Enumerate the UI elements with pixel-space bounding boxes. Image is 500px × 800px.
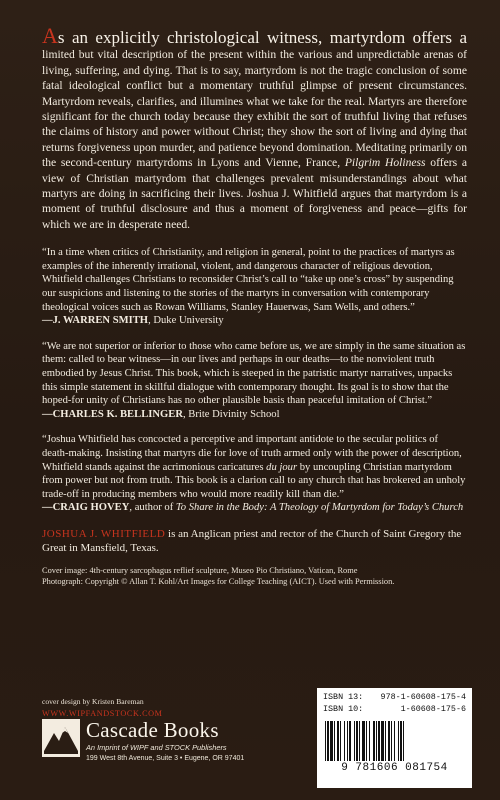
isbn10-line [323,704,466,716]
endorsement-quote: “We are not superior or inferior to those who came before us, we are simply in the same situation as them: called to bear witness—in our lives and perhaps in our deaths—to the nonviolent truth embodied by Jesus Christ. This book, which is steeped in the patristic martyr narratives, unpacks this simple statement in skillful dialogue with contemporary thought. Its goal is to show that the hoped-for unity of Christians has no other plausible basis than peaceful imitation of Christ.” [42,340,466,407]
barcode-number: 9 781606 081754 [341,762,448,774]
author-bio-text: is an Anglican priest and rector of the Church of Saint Gregory the Great in Mansfield, Texas. [42,527,462,554]
isbn13-label: ISBN 13: [323,692,364,702]
endorsement-quote-italic: du jour [266,461,298,473]
mountain-logo-icon [42,719,80,757]
isbn10-value: 1-60608-175-6 [400,703,466,714]
author-name: JOSHUA J. WHITFIELD [42,527,166,540]
isbn10-label: ISBN 10: [323,703,364,714]
endorsement-attribution [42,314,467,328]
endorsement-quote: “In a time when critics of Christianity, and religion in general, point to the practices of martyrs as examples of the inherently irrational, violent, and dangerous character of religious devotion, Whitfield challenges Christians to reconsider Christ’s call to “take up one’s cross” by suspending our suspicions and listening to the stories of the martyrs in conversation with contemporary theological voices such as Rowan Williams, Stanley Hauerwas, Sam Wells, and others.” [42,247,455,313]
endorsement-hovey [42,433,467,515]
intro-lead-text: s an explicitly christological witness, martyrdom offers a [57,28,467,47]
intro-body-1: limited but vital description of the present within the various and unpredictable arenas of living, suffering, and dying. That is to say, martyrdom is not the tragic conclusion of some fatal ideological conflict but a momentary truthful glimpse of present circumstances. Martyrdom reveals, clarifies, and illumines what we take for the real. Martyrs are therefore significant for the church today because they exhibit the sort of truthful living that refuses the claims of history and power without Christ; they show the sort of living and dying that returns forgiveness upon murder, and patience beyond domination. Meditating primarily on the second-century martyrdoms in Lyons and Vienne, France, [42,48,467,170]
isbn13-line [323,692,466,704]
endorser-name: —CHARLES K. BELLINGER [42,408,183,420]
intro-paragraph [42,23,467,232]
design-credit: cover design by Kristen Bareman [42,697,144,706]
endorser-name: —CRAIG HOVEY [42,502,130,514]
intro-body-2: offers a view of Christian martyrdom that challenges prevalent misunderstandings about what martyrs are doing in sacrificing their lives. Joshua J. Whitfield argues that martyrdom is a moment of truthful disclosure and thus a moment of forgiveness and peace—gifts for which we are in desperate need. [42,156,467,231]
publisher-name: Cascade Books [86,718,219,742]
intro-drop-letter: A [42,23,58,48]
publisher-address: 199 West 8th Avenue, Suite 3 • Eugene, OR 97401 [86,755,245,762]
endorsement-quote-part-2: by uncoupling Christian martyrdom from power but not from truth. This book is a clarion call to any church that has brokered an unholy trade-off in producing members who would more readily kill than die.” [42,461,466,500]
author-bio [42,527,467,555]
endorser-affiliation: , Duke University [148,315,224,327]
endorser-book-title: To Share in the Body: A Theology of Martyrdom for Today’s Church [175,502,464,514]
publisher-imprint: An Imprint of WIPF and STOCK Publishers [86,743,227,752]
cover-footer [42,692,472,797]
barcode-bars-icon [323,721,466,761]
endorser-affiliation-prefix: , author of [129,502,176,514]
intro-book-title: Pilgrim Holiness [344,156,426,170]
endorsement-smith [42,246,467,328]
endorser-affiliation [129,502,463,513]
photograph-credit: Photograph: Copyright © Allan T. Kohl/Art Images for College Teaching (AICT). Used with Permission. [42,577,395,587]
publisher-block [42,719,244,762]
endorser-affiliation: , Brite Divinity School [183,408,280,420]
endorsement-attribution [42,408,467,422]
publisher-website: WWW.WIPFANDSTOCK.COM [42,709,163,718]
cover-image-credit: Cover image: 4th-century sarcophagus reflief sculpture, Museo Pio Christiano, Vatican, Rome [42,565,358,575]
image-credits [42,565,467,588]
endorser-name: —J. WARREN SMITH [42,315,149,327]
isbn13-value: 978-1-60608-175-4 [380,692,466,702]
endorsement-quote-part-1: “Joshua Whitfield has concocted a perceptive and important antidote to the secular politics of death-making. Insisting that martyrs die for love of truth armed only with the power of description, Whitfield stands against the acrimonious caricatures [42,434,462,473]
isbn-barcode [317,688,472,788]
endorsement-bellinger [42,340,467,422]
endorsement-attribution [42,501,467,515]
